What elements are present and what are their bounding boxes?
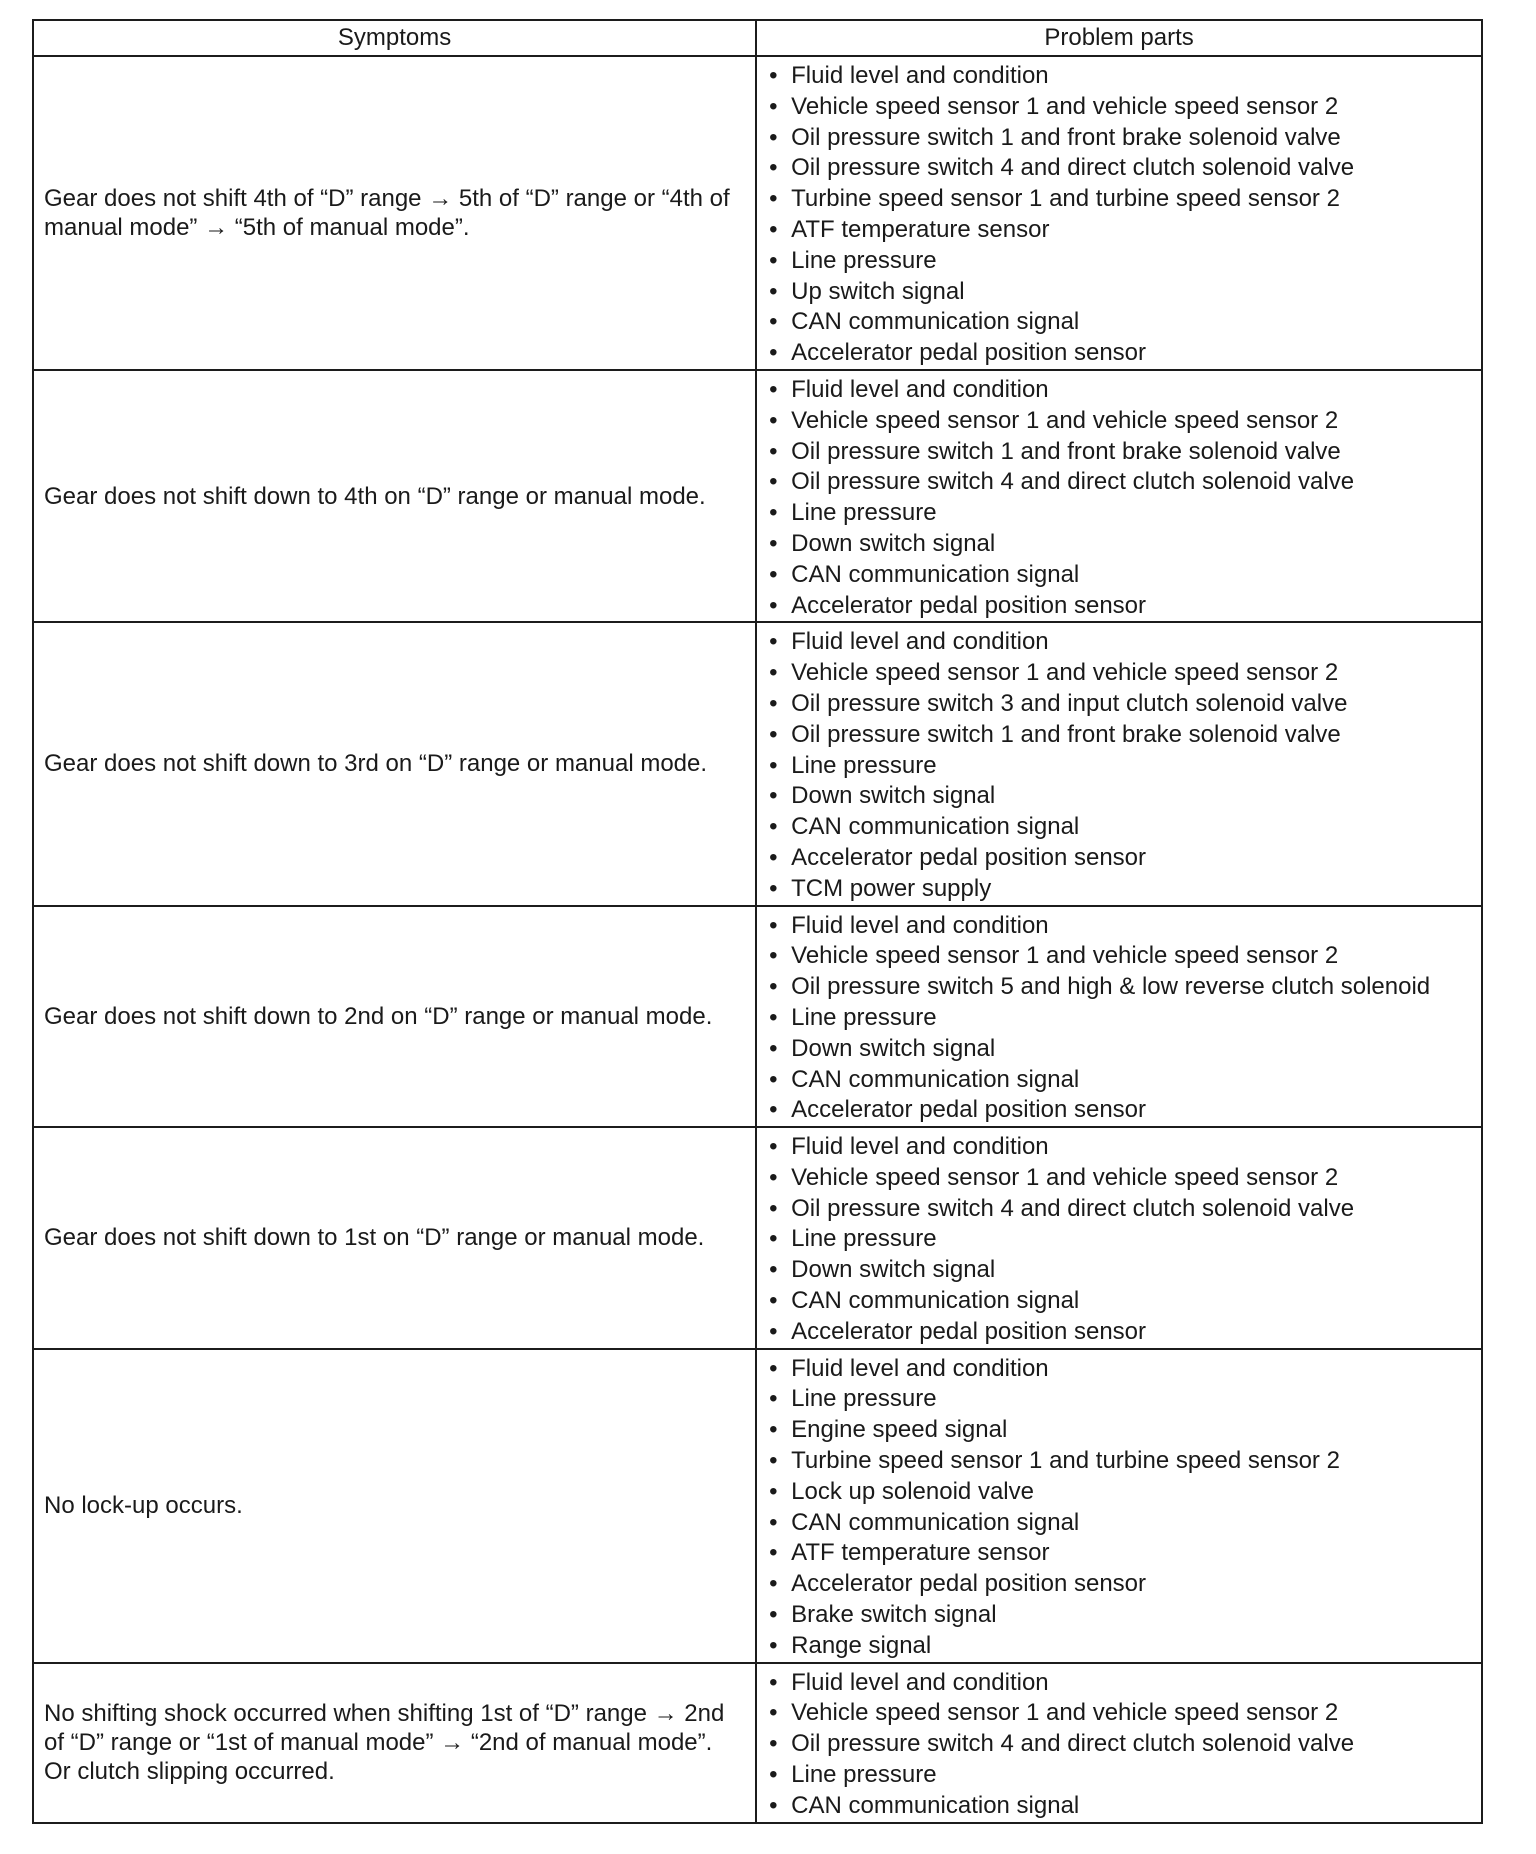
problem-part-item: • Line pressure [765, 498, 1481, 529]
problem-part-item: • CAN communication signal [765, 307, 1481, 338]
problem-part-item: • Vehicle speed sensor 1 and vehicle speed sensor 2 [765, 1163, 1481, 1194]
problem-part-item: • Fluid level and condition [765, 375, 1481, 406]
problem-part-item: • Down switch signal [765, 529, 1481, 560]
symptom-cell: Gear does not shift down to 4th on “D” range or manual mode. [33, 370, 756, 622]
problem-part-item: • Down switch signal [765, 1255, 1481, 1286]
problem-parts-list [765, 623, 1481, 904]
header-row [33, 20, 1482, 56]
problem-part-item: • CAN communication signal [765, 812, 1481, 843]
problem-part-item: • Oil pressure switch 4 and direct clutch solenoid valve [765, 467, 1481, 498]
symptom-cell: Gear does not shift down to 1st on “D” range or manual mode. [33, 1127, 756, 1349]
symptom-cell: No shifting shock occurred when shifting 1st of “D” range → 2nd of “D” range or “1st of manual mode” → “2nd of manual mode”. Or clutch slipping occurred. [33, 1663, 756, 1823]
problem-part-item: • Oil pressure switch 5 and high & low reverse clutch solenoid [765, 972, 1481, 1003]
problem-part-item: • ATF temperature sensor [765, 215, 1481, 246]
problem-part-item: • Line pressure [765, 1760, 1481, 1791]
problem-part-item: • Accelerator pedal position sensor [765, 1317, 1481, 1348]
problem-part-item: • Accelerator pedal position sensor [765, 591, 1481, 622]
problem-part-item: • Oil pressure switch 4 and direct clutch solenoid valve [765, 153, 1481, 184]
problem-part-item: • Vehicle speed sensor 1 and vehicle speed sensor 2 [765, 92, 1481, 123]
problem-parts-header: Problem parts [756, 20, 1482, 56]
problem-parts-list [765, 57, 1481, 369]
problem-part-item: • Fluid level and condition [765, 627, 1481, 658]
problem-part-item: • Fluid level and condition [765, 1668, 1481, 1699]
problem-part-item: • Line pressure [765, 246, 1481, 277]
problem-part-item: • Oil pressure switch 1 and front brake solenoid valve [765, 123, 1481, 154]
problem-parts-list [765, 1664, 1481, 1822]
problem-part-item: • CAN communication signal [765, 560, 1481, 591]
problem-parts-list [765, 1350, 1481, 1662]
table-row [33, 1127, 1482, 1349]
problem-part-item: • Engine speed signal [765, 1415, 1481, 1446]
problem-part-item: • Line pressure [765, 1384, 1481, 1415]
problem-parts-list [765, 371, 1481, 621]
problem-parts-cell [756, 56, 1482, 370]
diagnosis-table [32, 19, 1483, 1824]
problem-parts-list [765, 1128, 1481, 1348]
symptom-cell: No lock-up occurs. [33, 1349, 756, 1663]
problem-part-item: • Down switch signal [765, 1034, 1481, 1065]
problem-part-item: • Turbine speed sensor 1 and turbine speed sensor 2 [765, 184, 1481, 215]
problem-parts-cell [756, 370, 1482, 622]
symptom-cell: Gear does not shift down to 3rd on “D” range or manual mode. [33, 622, 756, 905]
problem-part-item: • CAN communication signal [765, 1065, 1481, 1096]
problem-part-item: • TCM power supply [765, 874, 1481, 905]
problem-parts-list [765, 907, 1481, 1127]
problem-part-item: • Lock up solenoid valve [765, 1477, 1481, 1508]
problem-part-item: • Down switch signal [765, 781, 1481, 812]
problem-part-item: • CAN communication signal [765, 1286, 1481, 1317]
symptom-cell: Gear does not shift 4th of “D” range → 5th of “D” range or “4th of manual mode” → “5th of manual mode”. [33, 56, 756, 370]
table-row [33, 906, 1482, 1128]
problem-part-item: • Oil pressure switch 1 and front brake solenoid valve [765, 437, 1481, 468]
problem-part-item: • Brake switch signal [765, 1600, 1481, 1631]
symptoms-header: Symptoms [33, 20, 756, 56]
problem-part-item: • Fluid level and condition [765, 1132, 1481, 1163]
problem-part-item: • Oil pressure switch 1 and front brake solenoid valve [765, 720, 1481, 751]
problem-part-item: • Accelerator pedal position sensor [765, 338, 1481, 369]
problem-part-item: • Line pressure [765, 751, 1481, 782]
problem-part-item: • CAN communication signal [765, 1508, 1481, 1539]
problem-parts-cell [756, 1663, 1482, 1823]
problem-part-item: • Vehicle speed sensor 1 and vehicle speed sensor 2 [765, 1698, 1481, 1729]
problem-part-item: • Accelerator pedal position sensor [765, 843, 1481, 874]
problem-part-item: • Range signal [765, 1631, 1481, 1662]
problem-part-item: • CAN communication signal [765, 1791, 1481, 1822]
problem-part-item: • Oil pressure switch 3 and input clutch solenoid valve [765, 689, 1481, 720]
problem-part-item: • Turbine speed sensor 1 and turbine speed sensor 2 [765, 1446, 1481, 1477]
table-row [33, 56, 1482, 370]
problem-part-item: • Oil pressure switch 4 and direct clutch solenoid valve [765, 1729, 1481, 1760]
problem-part-item: • ATF temperature sensor [765, 1538, 1481, 1569]
table-row [33, 370, 1482, 622]
problem-part-item: • Vehicle speed sensor 1 and vehicle speed sensor 2 [765, 941, 1481, 972]
problem-part-item: • Fluid level and condition [765, 1354, 1481, 1385]
table-row [33, 1663, 1482, 1823]
symptom-cell: Gear does not shift down to 2nd on “D” range or manual mode. [33, 906, 756, 1128]
problem-part-item: • Accelerator pedal position sensor [765, 1095, 1481, 1126]
problem-part-item: • Oil pressure switch 4 and direct clutch solenoid valve [765, 1194, 1481, 1225]
problem-parts-cell [756, 622, 1482, 905]
problem-part-item: • Fluid level and condition [765, 911, 1481, 942]
problem-part-item: • Line pressure [765, 1224, 1481, 1255]
problem-parts-cell [756, 1349, 1482, 1663]
problem-part-item: • Up switch signal [765, 277, 1481, 308]
problem-part-item: • Line pressure [765, 1003, 1481, 1034]
problem-parts-cell [756, 906, 1482, 1128]
table-row [33, 1349, 1482, 1663]
problem-parts-cell [756, 1127, 1482, 1349]
table-row [33, 622, 1482, 905]
problem-part-item: • Vehicle speed sensor 1 and vehicle speed sensor 2 [765, 658, 1481, 689]
problem-part-item: • Accelerator pedal position sensor [765, 1569, 1481, 1600]
problem-part-item: • Vehicle speed sensor 1 and vehicle speed sensor 2 [765, 406, 1481, 437]
table-body [33, 56, 1482, 1823]
problem-part-item: • Fluid level and condition [765, 61, 1481, 92]
